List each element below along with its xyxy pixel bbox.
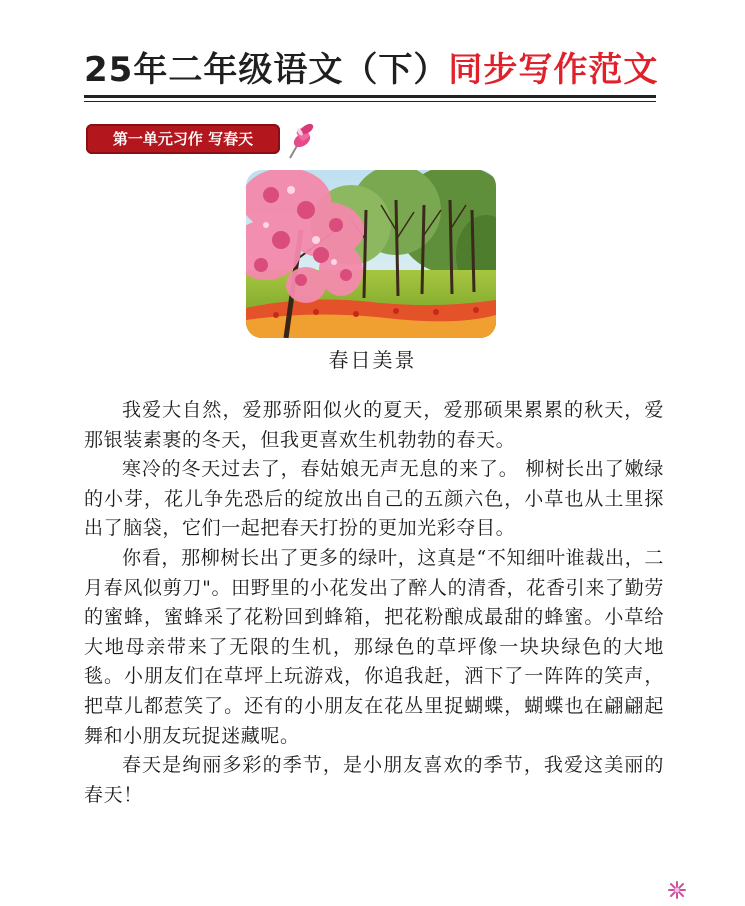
spring-scenery-photo — [246, 170, 496, 338]
essay-title: 春日美景 — [328, 348, 417, 372]
section-badge-label: 第一单元习作 写春天 — [112, 130, 254, 148]
essay-paragraph-2: 寒冷的冬天过去了，春姑娘无声无息的来了。 柳树长出了嫩绿的小芽，花儿争先恐后的绽放出自己的五颜六色，小草也从土里探出了脑袋，它们一起把春天打扮的更加光彩夺目。 — [84, 458, 664, 540]
essay-paragraph-4: 春天是绚丽多彩的季节，是小朋友喜欢的季节，我爱这美丽的春天！ — [84, 754, 664, 806]
header-divider-thin — [84, 101, 656, 102]
section-badge — [86, 124, 280, 154]
page-title-highlight: 同步写作范文 — [448, 50, 659, 90]
header-divider-thick — [84, 95, 656, 98]
pushpin-icon — [282, 122, 316, 162]
essay-paragraph-1: 我爱大自然，爱那骄阳似火的夏天，爱那硕果累累的秋天，爱那银装素裹的冬天，但我更喜欢生机勃勃的春天。 — [84, 399, 664, 451]
page-title-main: 25年二年级语文（下） — [84, 50, 449, 90]
page-title — [84, 44, 664, 96]
essay-body — [84, 396, 664, 810]
flower-decoration-icon — [667, 880, 687, 900]
essay-paragraph-3: 你看，那柳树长出了更多的绿叶，这真是“不知细叶谁裁出，二月春风似剪刀"。田野里的小花发出了醉人的清香，花香引来了勤劳的蜜蜂，蜜蜂采了花粉回到蜂箱，把花粉酿成最甜的蜂蜜。小草给大地母亲带来了无限的生机，那绿色的草坪像一块块绿色的大地毯。小朋友们在草坪上玩游戏，你追我赶，洒下了一阵阵的笑声，把草儿都惹笑了。还有的小朋友在花丛里捉蝴蝶，蝴蝶也在翩翩起舞和小朋友玩捉迷藏呢。 — [84, 546, 664, 747]
